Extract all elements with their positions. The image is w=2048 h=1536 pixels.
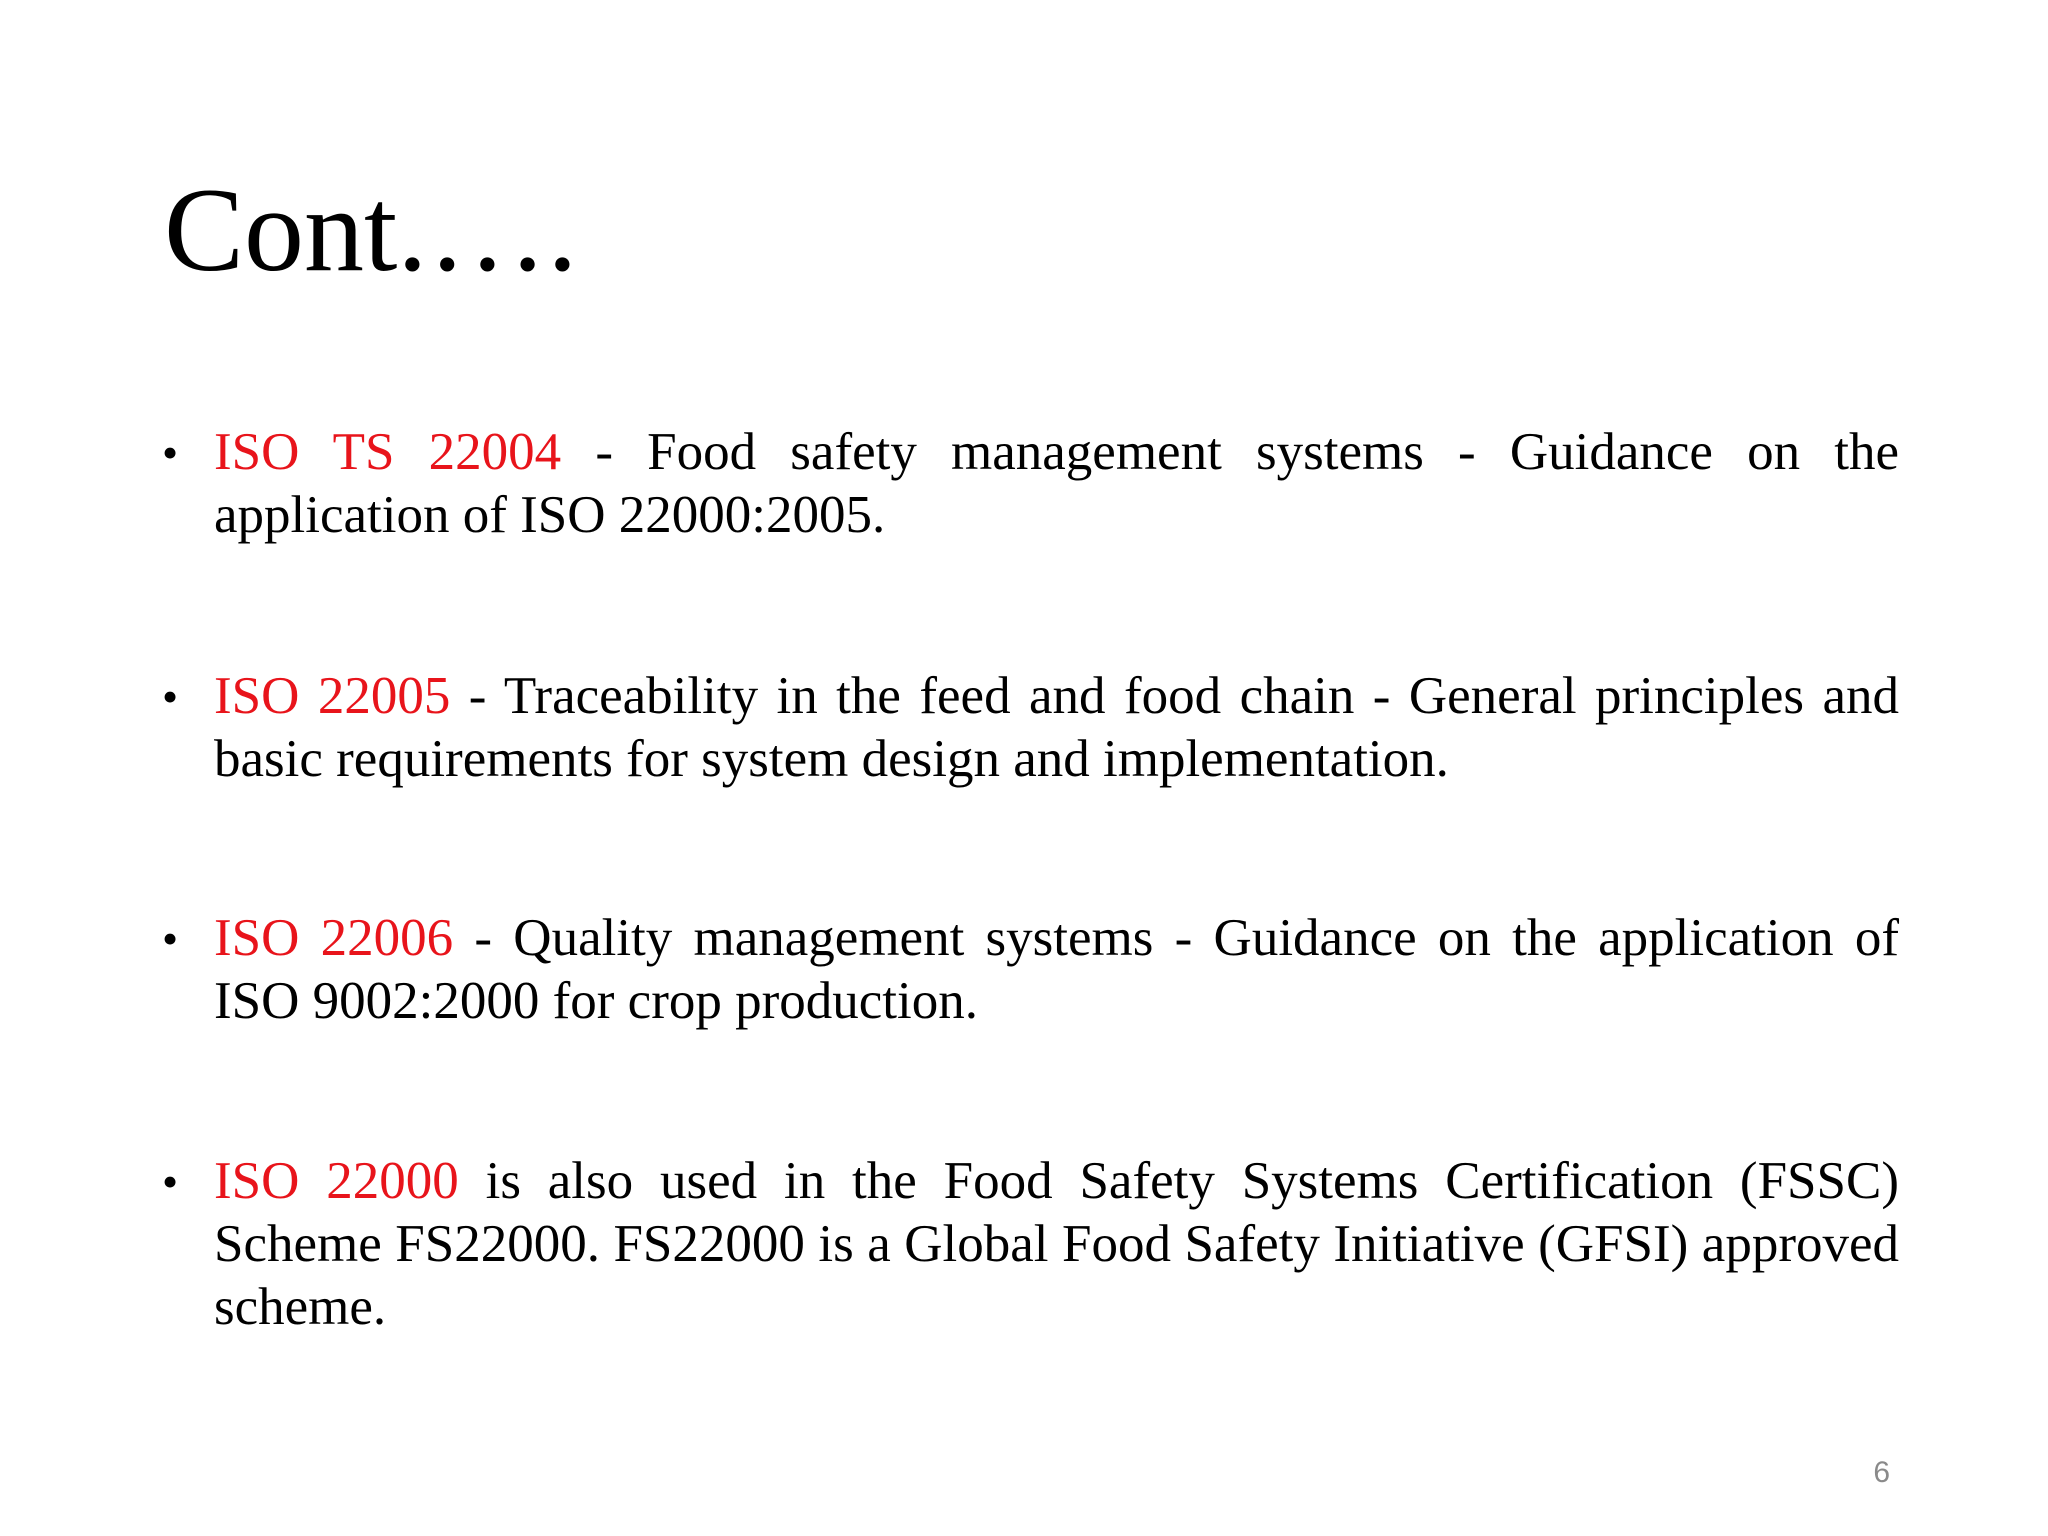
bullet-item-iso-22006 <box>162 907 1899 1033</box>
slide-title: Cont.…. <box>164 163 578 296</box>
bullet-item-iso-22005 <box>162 665 1899 791</box>
bullet-marker: • <box>162 1156 179 1207</box>
standard-code: ISO 22000 <box>214 1152 459 1210</box>
bullet-text: - Food safety management systems - Guidance on the application of ISO 22000:2005. <box>214 423 1900 544</box>
standard-code: ISO 22005 <box>214 667 451 725</box>
standard-code: ISO TS 22004 <box>214 423 562 481</box>
bullet-marker: • <box>162 427 179 478</box>
bullet-text: - Quality management systems - Guidance on the application of ISO 9002:2000 for crop production. <box>214 909 1899 1030</box>
bullet-text: - Traceability in the feed and food chain - General principles and basic requirements for system design and implementation. <box>214 667 1899 788</box>
bullet-marker: • <box>162 671 179 722</box>
bullet-item-iso-22000 <box>162 1150 1899 1339</box>
standard-code: ISO 22006 <box>214 909 454 967</box>
page-number: 6 <box>1873 1456 1890 1489</box>
bullet-item-iso-ts-22004 <box>162 421 1900 547</box>
bullet-text: is also used in the Food Safety Systems Certification (FSSC) Scheme FS22000. FS22000 is a Global Food Safety Initiative (GFSI) approved scheme. <box>214 1152 1899 1336</box>
bullet-marker: • <box>162 913 179 964</box>
